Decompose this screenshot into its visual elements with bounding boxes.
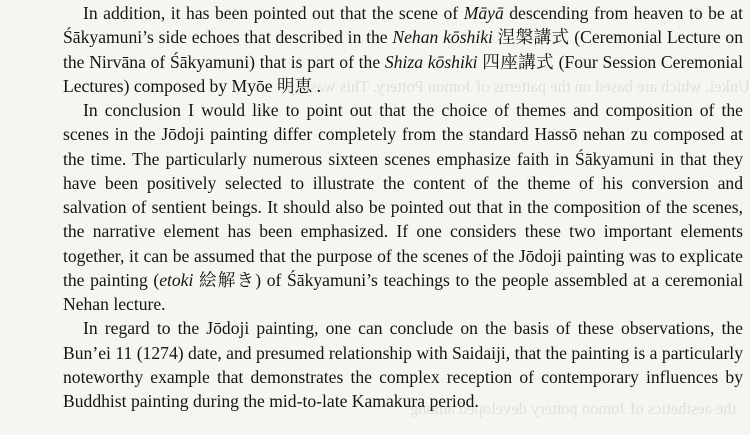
- bleed-through-line: the aesthetics of Jomon pottery developed among: [410, 398, 737, 418]
- bleed-through-line: Unkei. which are based on the patterns of Jomon Pottery. This was a p: [286, 77, 750, 96]
- paragraph-1: [63, 1, 743, 98]
- paragraph-3: [63, 316, 743, 413]
- italic-term: Shiza kōshiki: [384, 51, 478, 72]
- body-text: [63, 1, 743, 413]
- italic-term: Nehan kōshiki: [392, 27, 493, 48]
- text-run: In regard to the Jōdoji painting, one can conclude on the basis of these observations, the Bun’ei 11 (1274) date, and presumed relationship with Saidaiji, that the painting is a particularly noteworthy example that demonstrates the complex reception of contemporary influences by Buddhist painting during the mid-to-late Kamakura period.: [63, 318, 743, 411]
- italic-term: Māyā: [463, 3, 504, 23]
- text-run: descending from heaven to be at Śākyamuni’s side echoes that described in the: [63, 3, 743, 48]
- text-run: 絵解き) of Śākyamuni’s teachings to the people assembled at a ceremonial Nehan lecture.: [63, 269, 743, 314]
- italic-term: etoki: [159, 269, 194, 290]
- text-run: 四座講式 (Four Session Ceremonial Lectures) composed by Myōe 明恵 .: [63, 51, 744, 96]
- text-run: In addition, it has been pointed out that the scene of: [83, 3, 464, 23]
- text-run: 涅槃講式 (Ceremonial Lecture on the Nirvāna of Śākyamuni) that is part of the: [63, 27, 744, 72]
- text-run: In conclusion I would like to point out that the choice of themes and composition of the scenes in the Jōdoji painting differ completely from the standard Hassō nehan zu composed at the time. The particularly numerous sixteen scenes emphasize faith in Śākyamuni in that they have been positively selected to illustrate the content of the theme of his conversion and salvation of sentient beings. It should also be pointed out that in the composition of the scenes, the narrative element has been emphasized. If one considers these two important elements together, it can be assumed that the purpose of the scenes of the Jōdoji painting was to explicate the painting (: [63, 100, 743, 290]
- paragraph-2: [63, 98, 743, 316]
